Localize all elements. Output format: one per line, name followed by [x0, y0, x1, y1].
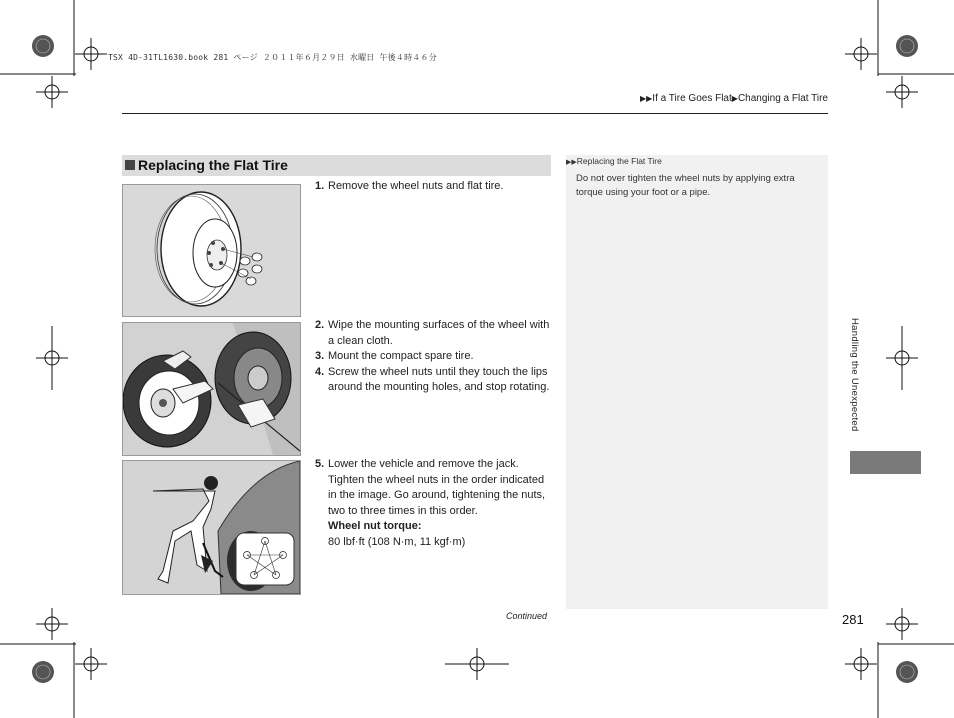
step-group-2: [315, 318, 551, 396]
chapter-tab: [850, 451, 921, 474]
breadcrumb-current: Changing a Flat Tire: [737, 93, 828, 104]
section-title: Replacing the Flat Tire: [138, 157, 288, 173]
step-5: 5. Lower the vehicle and remove the jack. Tighten the wheel nuts in the order indicated in the image. Go around, tightening the nuts, two to three times in this order. Wheel nut torque: 80 lbf·ft (108 N·m, 11 kgf·m): [315, 457, 551, 550]
section-heading-bar: [122, 155, 551, 176]
illustration-mount-spare: [122, 322, 301, 456]
note-box: [566, 155, 828, 609]
step-group-1: [315, 179, 551, 195]
breadcrumb-parent: If a Tire Goes Flat: [652, 93, 732, 104]
double-arrow-icon: ▶▶: [639, 94, 653, 103]
step-1: 1. Remove the wheel nuts and flat tire.: [315, 180, 504, 192]
note-text: Do not over tighten the wheel nuts by applying extra torque using your foot or a pipe.: [576, 173, 795, 198]
illustration-remove-tire: [122, 184, 301, 317]
note-arrow-icon: ▶▶: [566, 159, 577, 166]
torque-label: Wheel nut torque:: [328, 520, 422, 532]
print-info-line: TSX 4D-31TL1630.book 281 ページ ２０１１年６月２９日 水曜日 午後４時４６分: [108, 53, 437, 62]
square-bullet-icon: [125, 160, 135, 170]
note-title: ▶▶Replacing the Flat Tire: [566, 156, 662, 166]
step-2: 2. Wipe the mounting surfaces of the wheel with a clean cloth.: [315, 319, 550, 347]
page-number: 281: [842, 612, 864, 627]
torque-value: 80 lbf·ft (108 N·m, 11 kgf·m): [328, 535, 466, 548]
step-group-3: [315, 457, 551, 550]
step-4: 4. Screw the wheel nuts until they touch the lips around the mounting holes, and stop rotating.: [315, 365, 550, 393]
arrow-icon: ▶: [731, 94, 738, 103]
chapter-side-label: Handling the Unexpected: [849, 318, 860, 432]
step-3: 3. Mount the compact spare tire.: [315, 350, 474, 362]
illustration-tighten-nuts: [122, 460, 301, 595]
continued-label: Continued: [506, 611, 548, 621]
breadcrumb: [640, 93, 828, 104]
header-rule: [122, 113, 828, 114]
